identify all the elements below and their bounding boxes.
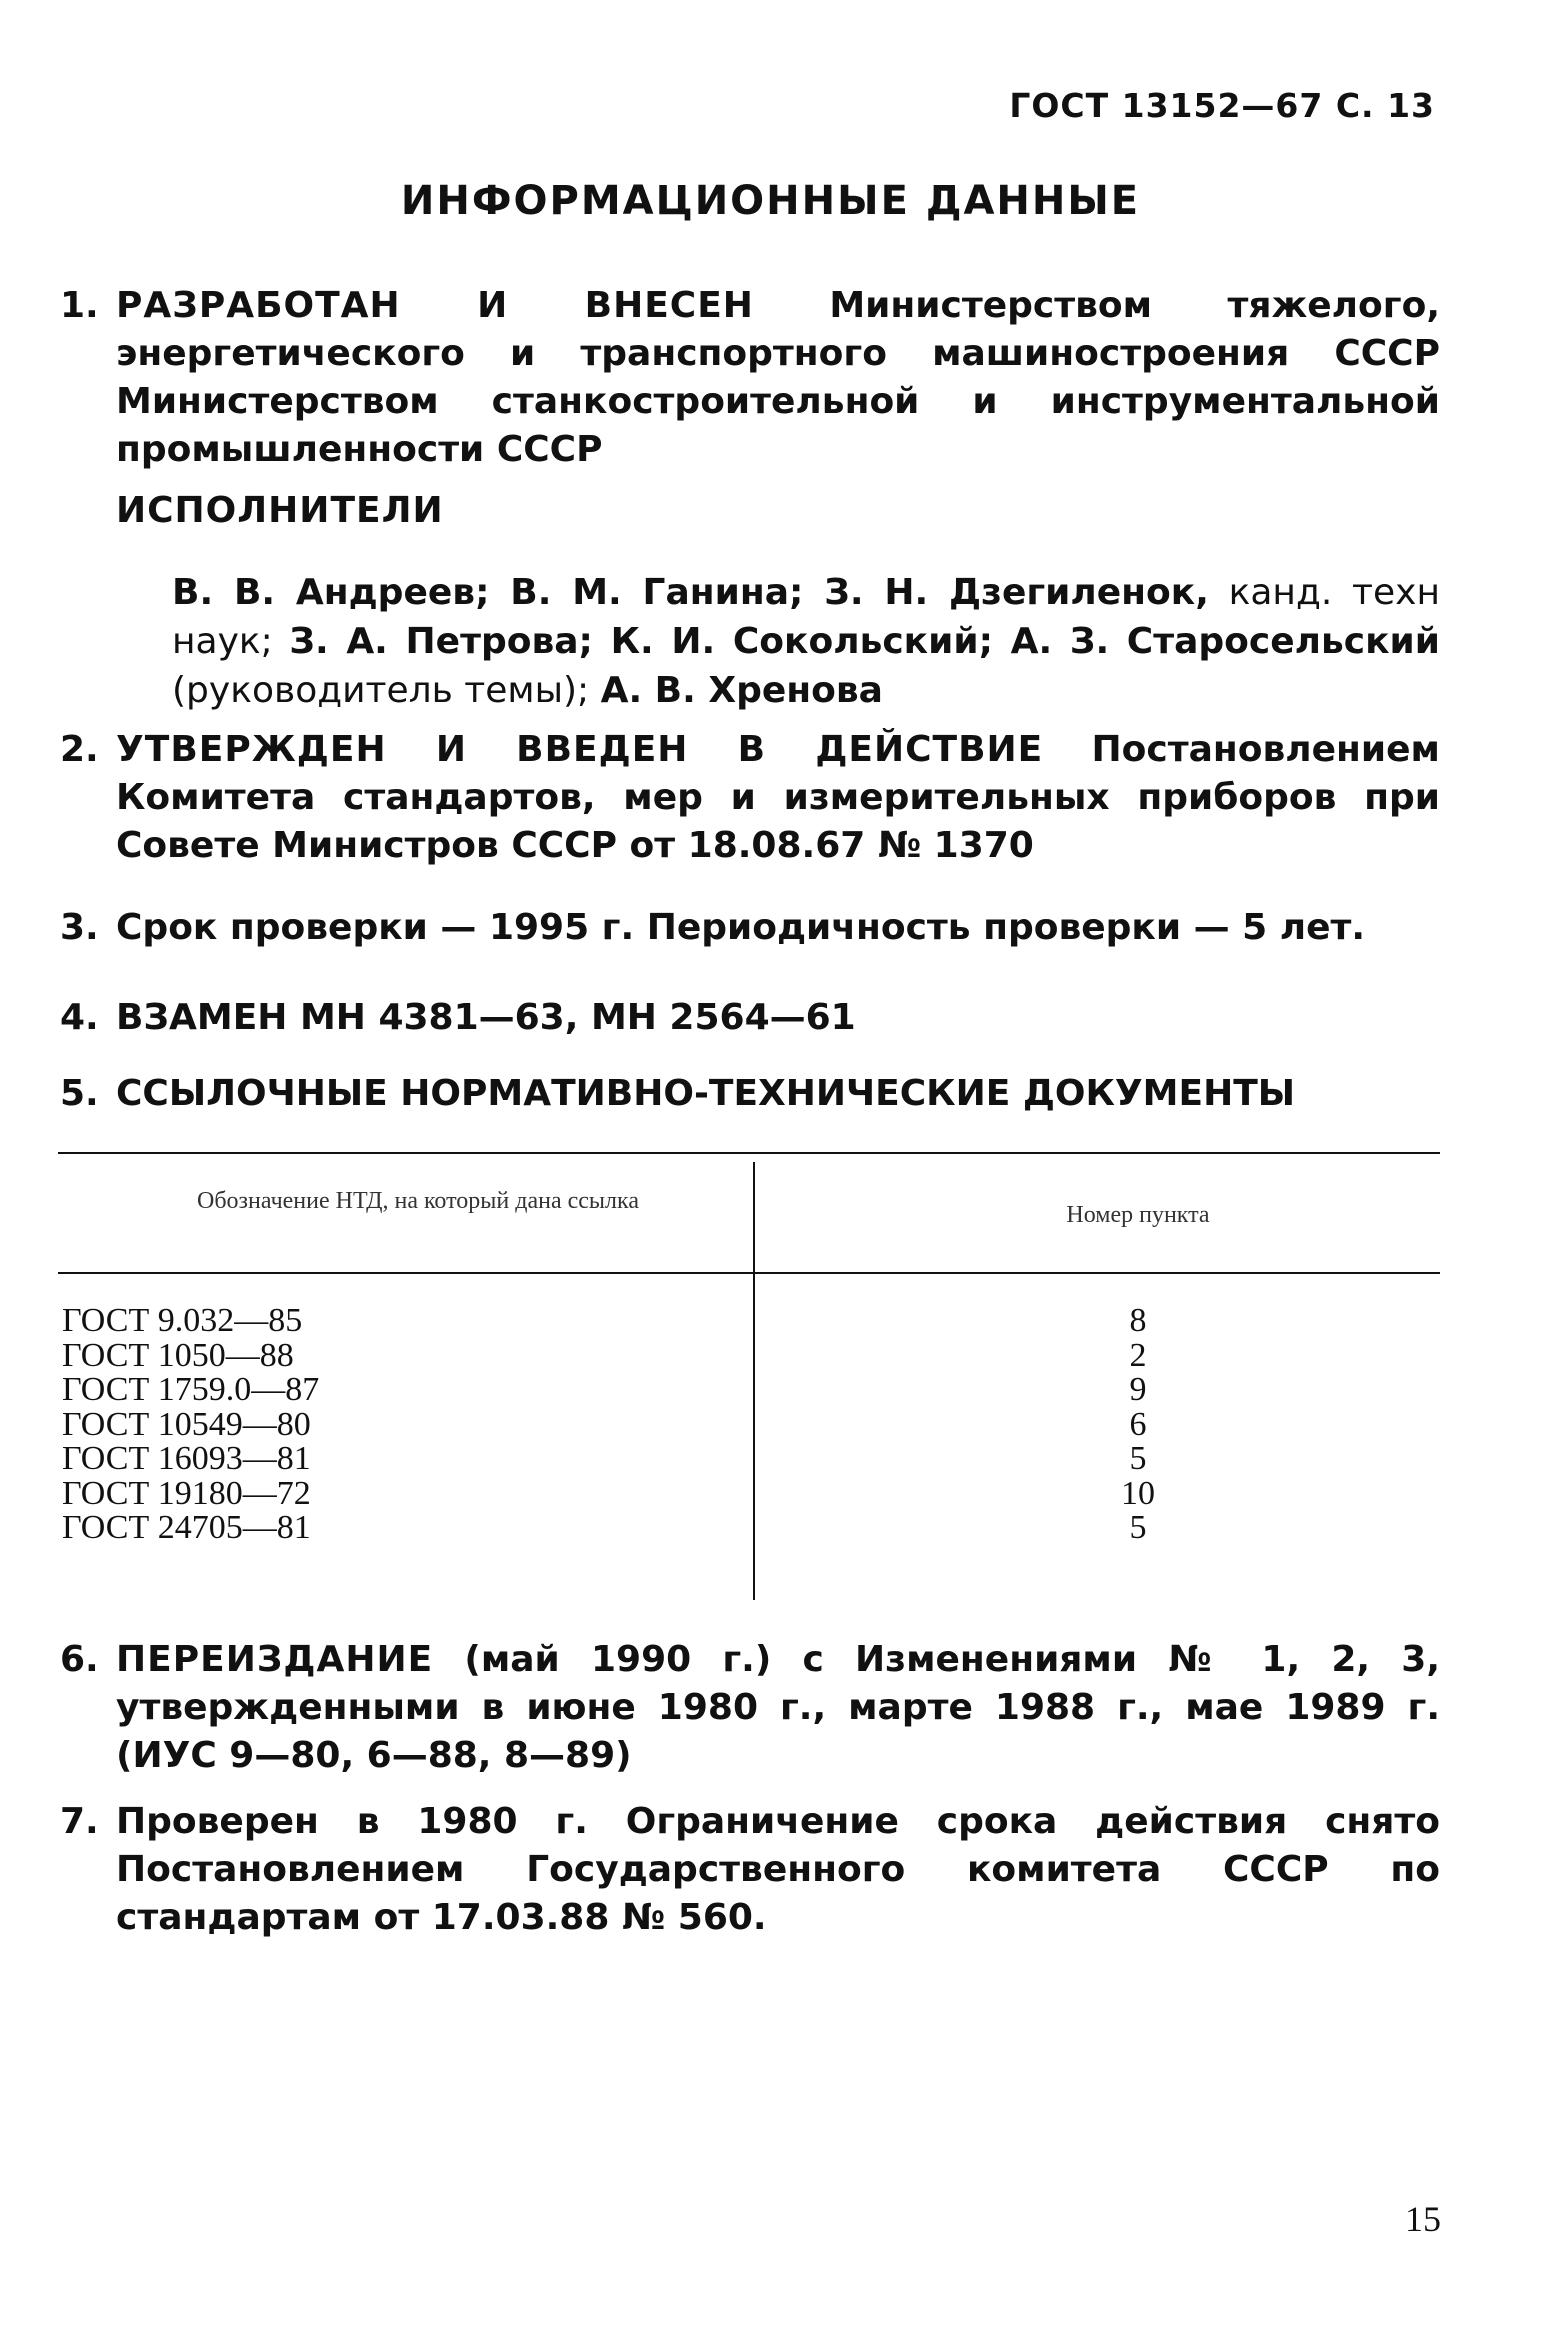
item-body [116,282,1440,474]
item-lead: ПЕРЕИЗДАНИЕ [116,1639,434,1680]
executors-names: А. В. Хренова [600,670,883,711]
executors-degree: канд. техн наук; [172,572,1440,662]
info-item-6 [60,1636,1440,1780]
item-number: 6. [60,1639,99,1680]
reference-documents-table [58,1152,1440,1600]
table-cell-clause: 9 [1129,1371,1147,1408]
item-body [116,1070,1440,1118]
table-header-document: Обозначение НТД, на который дана ссылка [197,1188,639,1214]
table-cell-document: ГОСТ 10549—80 [62,1405,311,1443]
table-cell-document: ГОСТ 16093—81 [62,1440,311,1477]
item-body [116,1636,1440,1780]
table-column-documents [62,1304,392,1546]
item-text: Проверен в 1980 г. Ограничение срока действия снято Постановлением Государственного комитета СССР по стандартам от 17.03.88 № 560. [116,1801,1440,1938]
item-number: 3. [60,907,99,948]
table-cell-clause: 6 [1129,1405,1147,1443]
table-column-clauses [1098,1304,1178,1546]
item-body [116,994,1440,1042]
item-number: 5. [60,1073,99,1114]
table-header-rule [58,1272,1440,1274]
info-item-7 [60,1798,1440,1942]
table-column-divider [753,1162,755,1600]
table-cell-clause: 10 [1121,1474,1155,1512]
info-item-2 [60,726,1440,870]
table-cell-clause: 5 [1129,1509,1147,1546]
item-text: Срок проверки — 1995 г. Периодичность проверки — 5 лет. [116,907,1366,948]
item-body [116,726,1440,870]
item-number: 7. [60,1801,99,1842]
executors-role: (руководитель темы); [172,670,601,711]
info-item-5 [60,1070,1440,1118]
executors-list [172,568,1440,715]
executors-names: З. А. Петрова; К. И. Сокольский; А. З. Старосельский [289,621,1441,662]
item-number: 4. [60,997,99,1038]
info-item-1 [60,282,1440,474]
item-text: Министерством тяжелого, энергетического и транспортного машиностроения СССР Министерством станкостроительной и инструментальной промышленности СССР [116,285,1440,470]
standard-designation: ГОСТ 13152—67 С. 13 [1009,86,1435,125]
table-top-rule [58,1152,1440,1154]
table-header-clause: Номер пункта [1066,1202,1210,1228]
item-body [116,904,1440,952]
item-number: 1. [60,285,99,326]
executors-heading: ИСПОЛНИТЕЛИ [116,490,444,531]
item-lead: УТВЕРЖДЕН И ВВЕДЕН В ДЕЙСТВИЕ [116,729,1044,770]
table-cell-clause: 8 [1129,1302,1147,1339]
table-cell-clause: 2 [1129,1336,1147,1374]
item-body [116,1798,1440,1942]
page-title: ИНФОРМАЦИОННЫЕ ДАННЫЕ [400,178,1141,224]
item-text: ССЫЛОЧНЫЕ НОРМАТИВНО-ТЕХНИЧЕСКИЕ ДОКУМЕНТЫ [116,1073,1296,1114]
table-cell-document: ГОСТ 1050—88 [62,1336,294,1374]
executors-names: В. В. Андреев; В. М. Ганина; З. Н. Дзегиленок, [172,572,1209,613]
info-item-3 [60,904,1440,952]
table-cell-document: ГОСТ 19180—72 [62,1474,311,1512]
table-cell-clause: 5 [1129,1440,1147,1477]
item-text: (май 1990 г.) с Изменениями № 1, 2, 3, утвержденными в июне 1980 г., марте 1988 г., мае 1989 г. (ИУС 9—80, 6—88, 8—89) [116,1639,1440,1776]
info-item-4 [60,994,1440,1042]
table-cell-document: ГОСТ 9.032—85 [62,1302,303,1339]
item-lead: РАЗРАБОТАН И ВНЕСЕН [116,285,754,326]
item-text: ВЗАМЕН МН 4381—63, МН 2564—61 [116,997,856,1038]
table-cell-document: ГОСТ 1759.0—87 [62,1371,320,1408]
item-text: Постановлением Комитета стандартов, мер и измерительных приборов при Совете Министров СССР от 18.08.67 № 1370 [116,729,1440,866]
table-cell-document: ГОСТ 24705—81 [62,1509,311,1546]
page-number: 15 [1405,2199,1441,2239]
item-number: 2. [60,729,99,770]
